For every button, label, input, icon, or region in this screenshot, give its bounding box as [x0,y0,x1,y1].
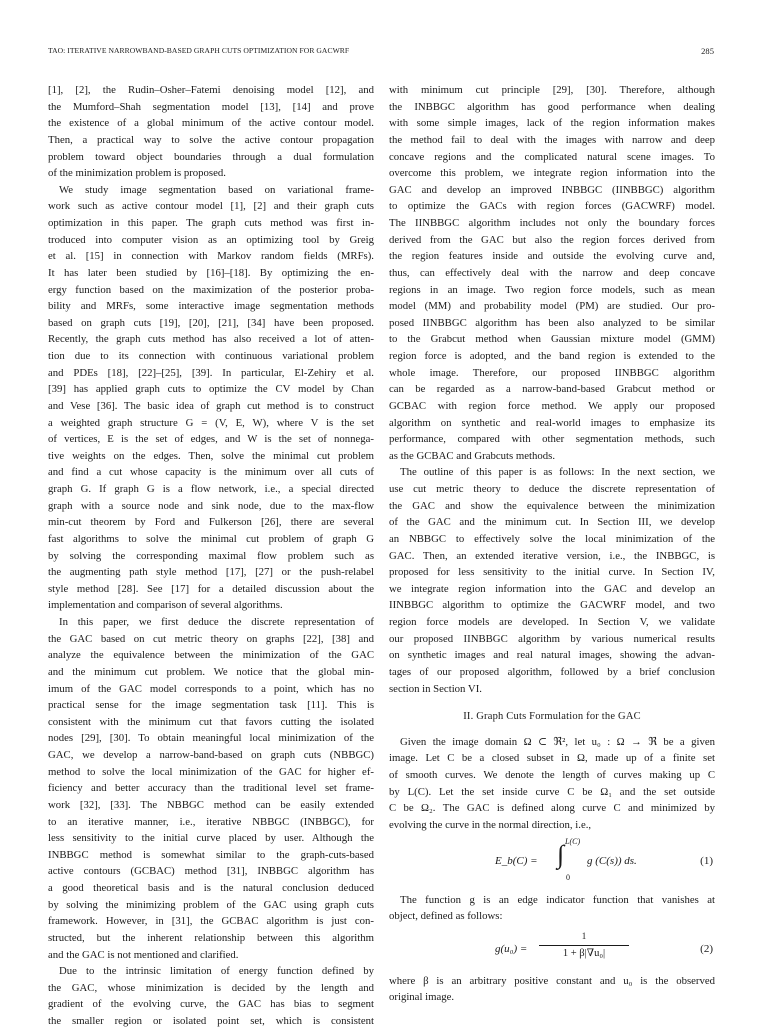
equation-2-number: (2) [700,942,713,955]
text-line: troduced into computer vision as an optimizing tool by Greig [48,233,374,246]
text-line: the INBBGC algorithm has good performance when dealing [389,100,715,113]
text-line: IINBBGC algorithm to optimize the GACWRF model, and two [389,599,715,612]
text-line: GCBAC with region force method. We apply our proposed [389,399,715,412]
text-line: regions in an image. Two region force models, such as mean [389,283,715,296]
text-line: tages of our proposed algorithm, followed by a brief conclusion [389,665,715,678]
text-line: method to solve the local minimization of the GAC for higher ef- [48,765,374,778]
beta-definition [389,973,715,1006]
text-line: GAC, we develop a narrow-band-based on graph cuts (NBBGC) [48,749,374,761]
equation-2-fraction [539,929,629,961]
text-line: bility and MRFs, some interactive image segmentation methods [48,300,374,313]
text-line: an NBBGC to effectively solve the local minimization of the [389,532,715,545]
text-line: the augmenting path style method [17], [27] or the push-relabel [48,566,374,579]
text-line: ficiency and better accuracy than the traditional level set frame- [48,782,374,795]
text-line: with minimum cut principle [29], [30]. Therefore, although [389,84,715,96]
section-ii-body [389,734,715,834]
section-heading-text: II. Graph Cuts Formulation for the GAC [463,711,641,723]
text-line: by solving the corresponding maximal flow problem such as [48,549,374,562]
text-line: posed IINBBGC algorithm has been also analyzed to be similar [389,316,715,329]
edge-indicator-text [389,892,715,925]
text-line: GAC. Then, an extended iterative version, i.e., the INBBGC, is [389,549,715,562]
equation-1-lhs: E_b(C) = [495,854,538,867]
text-line: our proposed IINBBGC algorithm by various numerical results [389,632,715,645]
text-line: ergy function based on the maximization of the posterior proba- [48,283,374,296]
text-line: [39] has applied graph cuts to optimize the CV model by Chan [48,383,374,396]
text-line: performance, compared with other segmentation methods, such [389,433,715,446]
text-line: the GAC based on cut metric theory on graphs [22], [38] and [48,632,374,645]
text-line: Then, a practical way to solve the active contour propagation [48,133,374,146]
text-line: of the minimization problem is proposed. [48,167,226,180]
text-line: nodes [29], [30]. To obtain meaningful local minimization of the [48,732,374,745]
text-line: graph with a source node and sink node, due to the max-flow [48,499,374,512]
text-line: overcome this problem, we integrate region information into the [389,167,715,180]
text-line: gradient of the evolving curve, the GAC has bias to segment [48,998,374,1011]
text-line: image. Let C be a closed subset in Ω, made up of a finite set [389,752,715,765]
text-line: and Vese [36]. The basic idea of graph cut method is to construct [48,399,374,412]
text-line: work [32], [33]. The NBBGC method can be easily extended [48,798,374,811]
text-line: to an iterative manner, i.e., iterative NBBGC (INBBGC), for [48,815,374,828]
text-line: algorithm on synthetic and real-world images to emphasize its [389,416,715,429]
text-line: where β is an arbitrary positive constant and u₀ is the observed [389,974,715,987]
text-line: et al. [15] in connection with Markov random fields (MRFs). [48,250,374,263]
right-column [389,82,715,1006]
text-line: practical sense for the image segmentation task [11]. This is [48,699,374,712]
text-line: the GAC, whose minimization is decided by the length and [48,981,374,994]
equation-2-numerator: 1 [581,930,587,941]
text-line: active contours (GCBAC) method [31], INBBGC algorithm has [48,865,374,878]
text-line: section in Section VI. [389,682,482,695]
text-line: use cut metric theory to deduce the discrete representation of [389,483,715,495]
fraction-bar [539,945,629,946]
text-line: whole image. Therefore, our proposed IINBBGC algorithm [389,366,715,379]
text-line: and the minimum cut problem. We notice that the global min- [48,665,374,678]
text-line: the method fail to deal with the images with narrow and deep [389,133,715,146]
text-line: by solving the minimizing problem of the GAC using graph cuts [48,898,374,911]
integral-lower-limit: 0 [566,872,570,882]
intro-continued [389,82,715,697]
text-line: and find a cut whose capacity is the minimum over all cuts of [48,466,374,479]
text-line: [1], [2], the Rudin–Osher–Fatemi denoising model [12], and [48,84,374,96]
text-line: region force is adopted, and the band region is extended to the [389,350,715,362]
text-line: imum of the GAC model corresponds to a point, which has no [48,682,374,695]
text-line: to optimize the GACs with region forces (GACWRF) model. [389,200,715,213]
text-line: C be Ω₂. The GAC is defined along curve C and minimized by [389,802,715,815]
text-line: It has later been studied by [16]–[18]. By optimizing the en- [48,266,374,279]
text-line: style method [28]. See [17] for a detailed discussion about the [48,582,374,595]
running-title: TAO: ITERATIVE NARROWBAND-BASED GRAPH CUTS OPTIMIZATION FOR GACWRF [48,46,350,55]
text-line: as the GCBAC and Grabcuts methods. [389,449,556,462]
text-line: INBBGC method is somewhat similar to the graph-cuts-based [48,848,374,861]
text-line: can be regarded as a narrow-band-based Grabcut method or [389,383,715,396]
equation-2 [389,929,715,969]
equation-1-number: (1) [700,854,713,867]
equation-1-integrand: g (C(s)) ds. [587,854,637,867]
text-line: proposed for less sensitivity to the initial curve. In Section IV, [389,566,715,579]
text-line: structed, but the inherent relationship between this algorithm [48,931,374,944]
text-line: of smooth curves. We denote the length of curves making up C [389,769,715,781]
text-line: concave regions and the complicated natural scene images. To [389,150,715,163]
text-line: we integrate region information into the GAC and develop an [389,582,715,595]
text-line: The IINBBGC algorithm includes not only the boundary forces [389,217,715,229]
text-line: and PDEs [18], [22]–[25], [39]. In particular, El-Zehiry et al. [48,366,374,379]
text-line: a good theoretical basis and is the natural conclusion deduced [48,882,374,894]
running-header [48,46,714,60]
text-line: min-cut theorem by Ford and Fulkerson [26], there are several [48,516,374,529]
text-line: optimization in this paper. The graph cuts method was first in- [48,217,374,229]
text-line: framework. However, in [31], the GCBAC algorithm is just con- [48,915,374,928]
equation-2-lhs: g(u₀) = [495,942,528,955]
text-line: to the Grabcut method when Gaussian mixture model (GMM) [389,333,715,346]
text-line: the existence of a global minimum of the active contour model. [48,117,374,130]
text-line: In this paper, we first deduce the discrete representation of [59,616,374,628]
text-line: consistent with the minimum cut that favors cutting the isolated [48,715,374,728]
text-line: analyze the equivalence between the minimization of the GAC [48,649,374,662]
text-line: graph G. If graph G is a flow network, i.e., a special directed [48,483,374,495]
text-line: GAC and develop an improved INBBGC (IINBBGC) algorithm [389,183,715,196]
text-line: the Mumford–Shah segmentation model [13], [14] and prove [48,100,374,113]
equation-1 [389,838,715,886]
text-line: evolving the curve in the normal direction, i.e., [389,818,592,831]
text-line: tive weights on the edges. Then, solve the minimal cut problem [48,449,374,462]
text-line: the GAC and show the equivalence between the minimization [389,499,715,512]
text-line: on synthetic images and real natural images, showing the advan- [389,649,715,662]
text-line: We study image segmentation based on variational frame- [59,183,374,196]
text-line: with some simple images, lack of the region information makes [389,117,715,130]
text-line: object, defined as follows: [389,910,503,923]
text-line: model (MM) and probability model (PM) are studied. Our pro- [389,300,715,313]
text-line: and the GAC is not mentioned and clarified. [48,948,239,961]
text-line: The outline of this paper is as follows: In the next section, we [400,466,715,479]
text-line: The function g is an edge indicator function that vanishes at [400,893,715,906]
text-line: the region features inside and outside the evolving curve and, [389,250,715,263]
text-line: of the GAC and the minimum cut. In Section III, we develop [389,516,715,529]
integral-upper-limit: L(C) [565,836,581,846]
text-line: based on graph cuts [19], [20], [21], [34] have been proposed. [48,316,374,329]
text-line: Due to the intrinsic limitation of energy function defined by [59,965,374,978]
left-column [48,82,374,1030]
integral-sign: ∫ [557,839,565,869]
text-line: original image. [389,991,455,1004]
section-heading [389,709,715,726]
text-line: a weighted graph structure G = (V, E, W), where V is the set [48,416,374,429]
text-line: implementation and comparison of several algorithms. [48,599,283,612]
equation-2-denominator: 1 + β|∇u₀| [562,947,606,959]
text-line: Recently, the graph cuts method has also received a lot of atten- [48,333,374,346]
text-line: problem toward object boundaries through a dual formulation [48,150,374,163]
text-line: less sensitivity to the initial curve placed by user. Although the [48,832,374,845]
text-line: work such as active contour model [1], [2] and their graph cuts [48,200,374,213]
text-line: of vertices, E is the set of edges, and W is the set of nonnega- [48,433,374,446]
text-line: region force models are developed. In Section V, we validate [389,616,715,628]
text-line: the smaller region or isolated point set, which is consistent [48,1015,374,1027]
text-line: by L(C). Let the set inside curve C be Ω₁ and the set outside [389,785,715,798]
text-line: derived from the GAC but also the region forces derived from [389,233,715,246]
text-line: thus, can effectively deal with the narrow and deep concave [389,266,715,279]
text-line: Given the image domain Ω ⊂ ℜ², let u₀ : Ω → ℜ be a given [400,735,715,748]
page-number: 285 [701,46,714,56]
text-line: tion due to its connection with continuous variational problem [48,350,374,362]
text-line: fast algorithms to solve the minimal cut problem of graph G [48,532,374,545]
